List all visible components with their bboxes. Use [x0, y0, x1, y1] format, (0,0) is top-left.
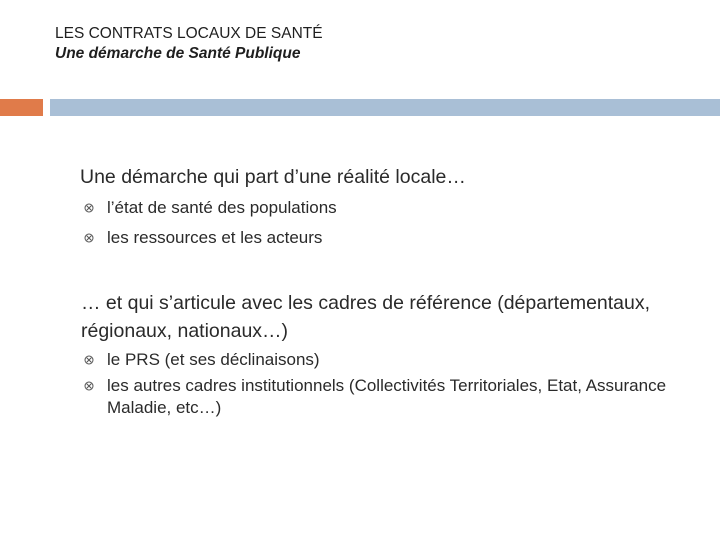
section2-list — [81, 349, 681, 423]
list-item-text: le PRS (et ses déclinaisons) — [107, 350, 320, 369]
list-item — [81, 197, 681, 219]
list-item — [81, 227, 681, 249]
target-bullet-icon — [84, 355, 94, 365]
list-item-text: les ressources et les acteurs — [107, 228, 323, 247]
slide-title: LES CONTRATS LOCAUX DE SANTÉ — [55, 25, 323, 42]
title-divider-bar — [50, 99, 720, 116]
accent-bar — [0, 99, 43, 116]
section1-lead-wrapper — [80, 162, 700, 192]
target-bullet-icon — [84, 203, 94, 213]
slide-subtitle: Une démarche de Santé Publique — [55, 45, 301, 62]
target-bullet-icon — [84, 233, 94, 243]
section1-lead: Une démarche qui part d’une réalité locale… — [80, 166, 466, 188]
list-item — [81, 375, 681, 419]
section1-list — [81, 197, 681, 257]
list-item-text: les autres cadres institutionnels (Collectivités Territoriales, Etat, Assurance Maladie, etc…) — [107, 376, 667, 417]
list-item — [81, 349, 681, 371]
section2-lead: … et qui s’articule avec les cadres de référence (départementaux, régionaux, nationaux…) — [81, 292, 651, 342]
slide-header — [55, 24, 675, 64]
list-item-text: l’état de santé des populations — [107, 198, 337, 217]
target-bullet-icon — [84, 381, 94, 391]
